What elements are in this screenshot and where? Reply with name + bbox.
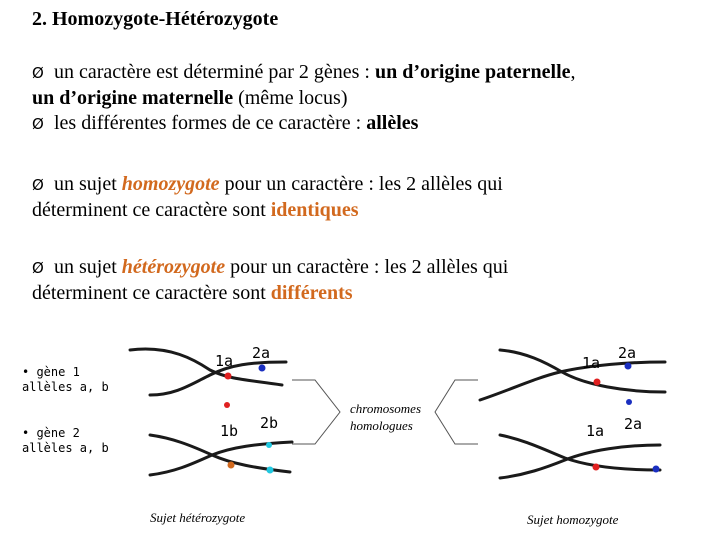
label-right-2a: 2a <box>618 344 637 362</box>
bold-paternal: un d’origine paternelle <box>374 61 571 83</box>
caption-heterozygote: Sujet hétérozygote <box>150 510 246 525</box>
brace-right-arm <box>435 380 478 444</box>
label-left-1a: 1a <box>215 352 234 370</box>
allele-1a-dot <box>594 379 601 386</box>
bullet-text: déterminent ce caractère sont <box>32 282 271 304</box>
label-left-1b: 1b <box>220 422 239 440</box>
slide-title: 2. Homozygote-Hétérozygote <box>32 8 279 30</box>
bold-maternal: un d’origine maternelle <box>32 87 234 109</box>
arrow-bullet-icon: Ø <box>32 64 44 82</box>
arrow-bullet-icon: Ø <box>32 115 44 133</box>
allele-dot <box>626 399 632 405</box>
term-identiques: identiques <box>270 199 359 221</box>
bullet-text: les différentes formes de ce caractère : <box>54 112 367 134</box>
allele-1b-dot <box>228 462 235 469</box>
chromosomes-line1: chromosomes <box>350 401 422 416</box>
allele-2a-dot <box>625 363 632 370</box>
gene1-line1: • gène 1 <box>22 365 80 379</box>
allele-1a-dot <box>593 464 600 471</box>
arrow-bullet-icon: Ø <box>32 259 44 277</box>
allele-2a-dot <box>259 365 266 372</box>
bullet-text: un sujet <box>54 256 122 278</box>
right-chromosome-a <box>480 362 665 400</box>
chromosomes-label <box>350 400 421 434</box>
bullet-text: un sujet <box>54 173 122 195</box>
allele-2b-dot <box>267 467 274 474</box>
allele-2a-dot <box>653 466 660 473</box>
caption-homozygote: Sujet homozygote <box>527 512 619 527</box>
bullet-text: (même locus) <box>233 87 348 109</box>
term-homozygote: homozygote <box>121 173 220 195</box>
label-left-2a: 2a <box>252 344 271 362</box>
right-chromosome-c <box>500 435 660 470</box>
term-heterozygote: hétérozygote <box>121 256 226 278</box>
label-right-1a-lower: 1a <box>586 422 605 440</box>
brace-left-arm <box>292 380 340 444</box>
bullet-text: pour un caractère : les 2 allèles qui <box>225 256 509 278</box>
gene2-line2: allèles a, b <box>22 441 109 455</box>
comma: , <box>570 61 576 83</box>
chromosomes-line2: homologues <box>350 418 413 433</box>
gene1-line2: allèles a, b <box>22 380 109 394</box>
arrow-bullet-icon: Ø <box>32 176 44 194</box>
allele-1a-dot <box>225 373 232 380</box>
allele-dot <box>266 442 272 448</box>
label-right-1a: 1a <box>582 354 601 372</box>
bullet-text: pour un caractère : les 2 allèles qui <box>219 173 503 195</box>
label-left-2b: 2b <box>260 414 279 432</box>
gene2-line1: • gène 2 <box>22 426 80 440</box>
allele-dot <box>224 402 230 408</box>
bullet-text: déterminent ce caractère sont <box>32 199 271 221</box>
label-right-2a-lower: 2a <box>624 415 643 433</box>
bullet-text: un caractère est déterminé par 2 gènes : <box>54 61 375 83</box>
term-differents: différents <box>270 282 353 304</box>
bold-alleles: allèles <box>366 112 419 134</box>
